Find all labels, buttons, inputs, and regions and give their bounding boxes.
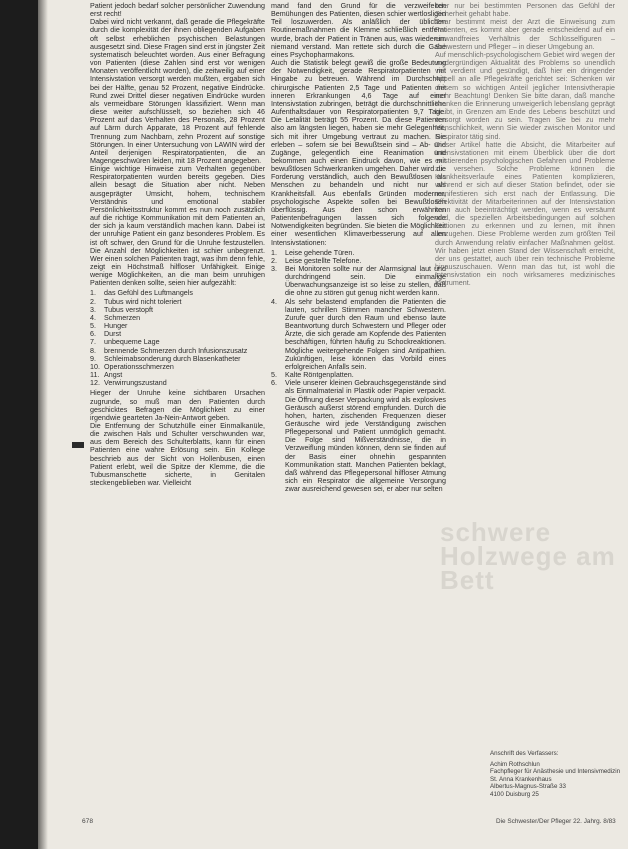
- author-line: 4100 Duisburg 25: [490, 790, 539, 798]
- author-heading: Anschrift des Verfassers:: [490, 750, 559, 757]
- paragraph: Zwar bestimmt meist der Arzt die Einweisung zum Patienten, es kommt aber gerade entscheidend auf ein einwandfreies Verhältnis der Schlüsselfiguren – Schwestern und Pfleger – in dieser Umgebung an.: [435, 18, 615, 51]
- author-line: Achim Rothschlun: [490, 760, 540, 768]
- list-item: 7. unbequeme Lage: [90, 338, 160, 347]
- paragraph: Patient jedoch bedarf solcher persönlicher Zuwendung erst recht!: [90, 2, 265, 19]
- list-item: 4. Als sehr belastend empfanden die Patienten die lauten, schrillen Stimmen mancher Schwestern. Zurufe quer durch den Raum und ebenso laute Beantwortung durch Schwestern und Pfleger oder Ärzte, die sich gerade am Kopfende des Patienten beschäftigen, führten häufig zu Schockreaktionen. Mögliche weitergehende Folgen sind Antipathien. Zukünftigen, leise können das Vorbild eines erfolgreichen Anfalls sein.: [271, 297, 446, 371]
- text-column-3: [435, 2, 615, 287]
- list-item: 4. Schmerzen: [90, 313, 141, 322]
- list-item: 6. Durst: [90, 330, 122, 339]
- list-item: 10. Operationsschmerzen: [90, 362, 174, 371]
- list-item: 2. Tubus wird nicht toleriert: [90, 297, 182, 306]
- list-item: 2. Leise gestellte Telefone.: [271, 256, 362, 265]
- list-item: 1. Leise gehende Türen.: [271, 248, 355, 257]
- paragraph: Auf menschlich-psychologischem Gebiet wird wegen der vordergründigen Aktualität des Problems so unendlich viel verdient und gesündigt, daß hier ein dringender Appell an alle Pflegekräfte gerichtet sei: Schenken wir diesem so wichtigen Anteil jeglicher Intensivtherapie mehr Beachtung! Denken Sie bitte daran, daß manche Kranken die Erinnerung unweigerlich lebenslang geprägt bleibt, in Grenzen am Ende des Lebens beschützt und versorgt worden zu sein. Tragen Sie bei zu mehr Menschlichkeit, wenn Sie wieder zwischen Monitor und Respirator tätig sind.: [435, 50, 615, 141]
- author-address: [490, 750, 628, 799]
- paragraph: mand fand den Grund für die verzweifelten Bemühungen des Patienten, diesen schier wertlosligen Teil loszuwerden. Als anläßlich der üblichen Routinemaßnahmen die Klemme schließlich entfernt wurde, brach der Patient in Tränen aus, was wiederum niemand verstand. Man rettete sich durch die Gabe eines Psychopharmakons.: [271, 2, 446, 59]
- list-item: 3. Tubus verstopft: [90, 305, 153, 314]
- author-line: St. Anna Krankenhaus: [490, 775, 552, 783]
- journal-footer: Die Schwester/Der Pfleger 22. Jahrg. 8/83: [496, 818, 616, 825]
- author-line: Albertus-Magnus-Straße 33: [490, 783, 567, 791]
- text-column-1: [90, 2, 265, 487]
- list-item: 5. Hunger: [90, 322, 128, 331]
- paragraph: Einige wichtige Hinweise zum Verhalten gegenüber Respiratorpatienten wurden bereits gegeben. Dies allein besagt die Situation aber nicht. Neben ausgeprägter Umsicht, hohem, technischem Verständnis und emotional stabiler Persönlichkeitsstruktur kommt es nun noch zusätzlich auf die richtige Kommunikation mit dem Patienten an, der sich ja kaum verständlich machen kann. Dabei ist der unruhige Patient ein ganz besonderes Problem. Es ist oft schwer, den Grund für die Unruhe festzustellen. Die Anzahl der Möglichkeiten ist schier unbegrenzt. Wer einen solchen Patienten tragt, was ihm denn fehle, zeigt ein Höchstmaß hilfloser Unfähigkeit. Einige wenige Möglichkeiten, an die man beim unruhigen Patienten denken sollte, seien hier aufgezählt:: [90, 165, 265, 288]
- paragraph: Hieger der Unruhe keine sichtbaren Ursachen zugrunde, so muß man den Patienten durch geschicktes Befragen die Möglichkeit zu einer irgendwie gearteten Ja-Nein-Antwort geben.: [90, 389, 265, 422]
- paragraph: oder nur bei bestimmten Personen das Gefühl der Sicherheit gehabt habe.: [435, 2, 615, 19]
- list-item: 9. Schleimabsonderung durch Blasenkatheter: [90, 354, 241, 363]
- list-item: 8. brennende Schmerzen durch Infusionszusatz: [90, 346, 248, 355]
- list-item: 5. Kalte Röntgenplatten.: [271, 371, 354, 380]
- list-item: 1. das Gefühl des Luftmangels: [90, 289, 193, 298]
- document-page: [38, 0, 628, 849]
- margin-marker: [72, 442, 84, 448]
- bleed-through-heading: schwere Holzwege am Bett: [440, 517, 616, 595]
- list-item: 11. Angst: [90, 371, 123, 380]
- author-line: Fachpfleger für Anästhesie und Intensivmedizin: [490, 768, 621, 776]
- list-item: 12. Verwirrungszustand: [90, 379, 167, 388]
- improvement-list: [271, 249, 446, 494]
- paragraph: Dieser Artikel hatte die Absicht, die Mitarbeiter auf Intensivstationen mit einem Überblick über die dort existierenden psychologischen Gefahren und Probleme zu versehen. Solche Probleme können die Krankheitsverlaufe eines Patienten komplizieren, während er sich auf dieser Station befindet, oder sie manifestieren sich erst nach der Entlassung. Die Effektivität der Mitarbeiterinnen auf der Intensivstation kann auch beeinträchtigt werden, wenn es versäumt wird, die speziellen Arbeitsbedingungen auf solchen Stationen zu erkennen und zu lernen, mit ihnen umzugehen. Diese Probleme werden zum größten Teil durch Anwendung relativ einfacher Maßnahmen gelöst. Wir haben jetzt einen Stand der Wissenschaft erreicht, der uns gestattet, auch über rein technische Probleme hinauszuschauen. Wenn man das tut, ist wohl die Intensivstation ein noch wirksameres medizinisches Instrument.: [435, 140, 615, 288]
- page-number: 678: [82, 818, 94, 825]
- unrest-causes-list: [90, 289, 265, 387]
- text-column-2: [271, 2, 446, 495]
- paragraph: Auch die Statistik belegt gewiß die große Bedeutung der Notwendigkeit, gerade Respiratorpatienten mit Hingabe zu betreuen. Während im Durchschnitt chirurgische Patienten 2,5 Tage und Patienten mit inneren Erkrankungen 4,6 Tage auf einer Intensivstation zubringen, beträgt die durchschnittliche Aufenthaltsdauer von Respiratorpatienten 9,7 Tage. Die Letalität beträgt 55 Prozent. Da diese Patienten also am längsten liegen, haben sie mehr Gelegenheit, sich mit ihrer Umgebung vertraut zu machen. Sie erleben – sofern sie bei Bewußtsein sind – Ab- und Zugänge, gelegentlich eine Reanimation und bekommen auch einen Eindruck davon, wie es mit bewußtlosen Schwerkranken umgehen. Daher wird die Forderung verständlich, auch den Bewußtlosen als Menschen zu behandeln und nicht nur als Krankheitsfall. Aus ebenfalls Gründen moderner, psychologische Aspekte sollen bei Bewußtlosen überflüssig. Aus den schon erwähnten Patientenbefragungen lassen sich folgende Notwendigkeiten begründen. Sie bieten die Möglichkeit einer wesentlichen Klimaverbesserung auf allen Intensivstationen:: [271, 59, 446, 247]
- paragraph: Dabei wird nicht verkannt, daß gerade die Pflegekräfte durch die komplexität der ihnen obliegenden Aufgaben oft selbst erheblichen psychischen Belastungen ausgesetzt sind. Diese Fragen sind erst in jüngster Zeit systematisch beleuchtet worden. Aus einer Befragung von Patienten (diese Zahlen sind erst vor wenigen Monaten veröffentlicht worden), die zeitweilig auf einer Intensivstation versorgt werden mußten, ergaben sich bei der Hälfte, genau 52 Prozent, negative Eindrücke. Rund zwei Drittel dieser negativen Eindrücke wurden als vermeidbare Störungen klassifiziert. Wenn man diese weiter aufschlüsselt, so beziehen sich 46 Prozent auf das Verhalten des Personals, 28 Prozent auf Lärm durch Apparate, 18 Prozent auf fehlende Trennung zum Nachbarn, zehn Prozent auf sonstige Störungen. In einer Untersuchung von LAWIN wird der Anteil derjenigen Respiratorpatienten, die an Magengeschwüren leiden, mit 18 Prozent angegeben.: [90, 18, 265, 165]
- list-item: 3. Bei Monitoren sollte nur der Alarmsignal laut und durchdringend sein. Die einmalige Überwachungsanzeige ist so leise zu stellen, daß die ohne zu stören gut genug nicht werden kann.: [271, 265, 446, 298]
- list-item: 6. Viele unserer kleinen Gebrauchsgegenstände sind als Einmalmaterial in Plastik oder Papier verpackt. Die Öffnung dieser Verpackung wird als explosives Geräusch außerst störend empfunden. Durch die hohen, harten, zischenden Frequenzen dieser Geräusche wird jede Verständigung zwischen Pflegepersonal und Patient unmöglich gemacht. Die Folge sind Mißverständnisse, die in Verzweiflung münden können, denn sie finden auf der Basis einer ohnehin gespannten Kommunikation statt. Manchen Patienten beklagt, daß während das Pflegepersonal hilfloser Atmung sich ein Respirator die allgemeine Versorgung zwar ausreichend gewesen sei, er aber nur selten: [271, 379, 446, 494]
- paragraph: Die Entfernung der Schutzhülle einer Einmalkanüle, die zwischen Hals und Schulter verschwunden war, aus dem Bereich des Schulterblatts, kann für einen Patienten eine wahre Erlösung sein. Ein Kollege beschrieb aus der Sicht von Hollenbusen, einen Patient erlebt, weil die Spitze der Klemme, die die Tubusmanschette sicherte, in Genitalen steckengeblieben war. Vielleicht: [90, 421, 265, 488]
